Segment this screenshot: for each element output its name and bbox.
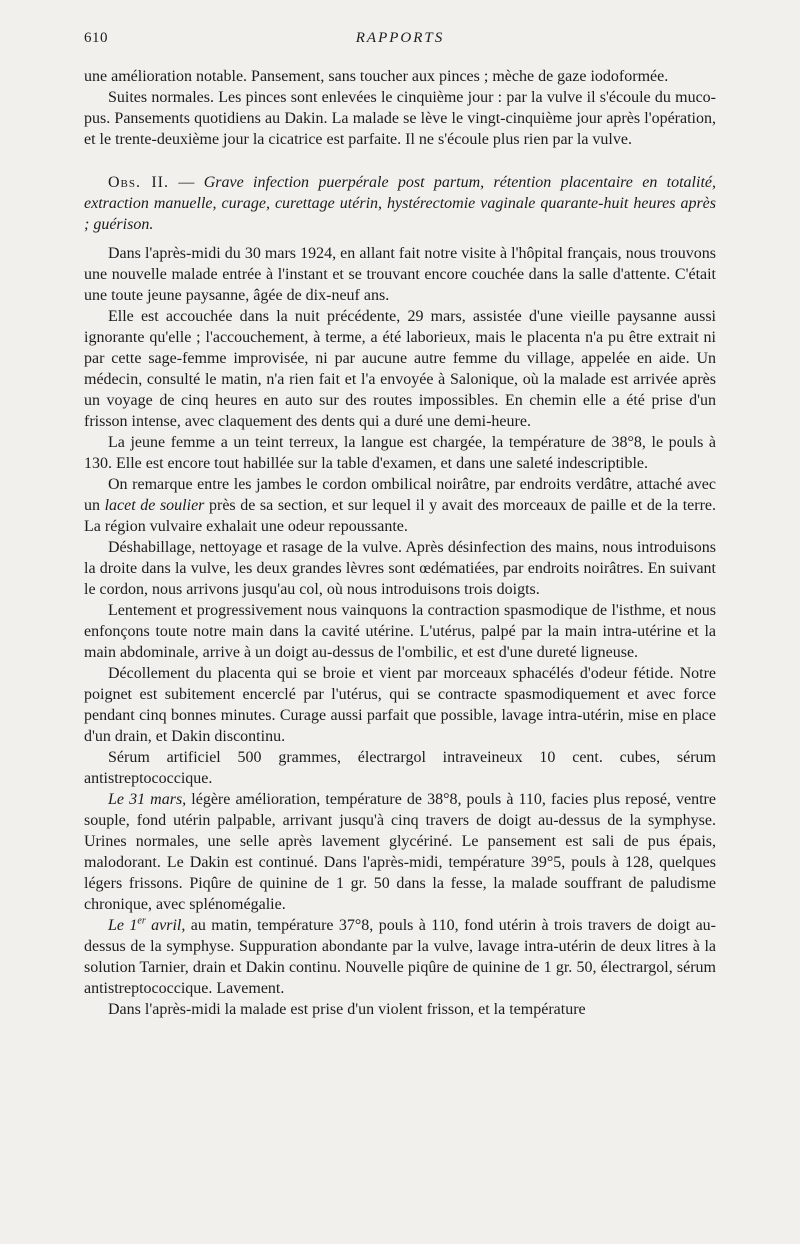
paragraph: Elle est accouchée dans la nuit précédente, 29 mars, assistée d'une vieille paysanne aussi ignorante qu'elle ; l'accouchement, à terme, a été laborieux, mais le placenta n'a pu être extrait ni par cette sage-femme improvisée, ni par aucune autre femme du village, appelée en aide. Un médecin, consulté le matin, n'a rien fait et l'a envoyée à Salonique, où la malade est arrivée après un voyage de cinq heures en auto sur des routes impossibles. En chemin elle a été prise d'un frisson intense, avec claquement des dents qui a duré une demi-heure. [84, 308, 716, 430]
date-suffix: avril, [145, 917, 186, 934]
observation-label: Obs. II. [108, 174, 170, 191]
date-prefix: Le 1 [108, 917, 138, 934]
text-run: légère amélioration, température de 38°8, pouls à 110, facies plus reposé, ventre souple, fond utérin palpable, arrivant jusqu'à cinq travers de doigt au-dessus de la symphyse. Urines normales, une selle après lavement glycériné. Le pansement est sali de pus épais, malodorant. Le Dakin est continué. Dans l'après-midi, température 39°5, pouls à 128, quelques légers frissons. Piqûre de quinine de 1 gr. 50 dans la fesse, la malade souffrant de paludisme chronique, avec splénomégalie. [84, 791, 716, 913]
observation-dash: — [169, 174, 204, 191]
paragraph: La jeune femme a un teint terreux, la langue est chargée, la température de 38°8, le pouls à 130. Elle est encore tout habillée sur la table d'examen, et dans une saleté indescriptible. [84, 434, 716, 472]
paragraph: une amélioration notable. Pansement, sans toucher aux pinces ; mèche de gaze iodoformée. [84, 68, 669, 85]
observation-title: Grave infection puerpérale post partum, rétention placentaire en totalité, extraction manuelle, curage, curettage utérin, hystérectomie vaginale quarante-huit heures après ; guérison. [84, 174, 716, 233]
date-superscript: er [137, 915, 146, 927]
observation-heading [84, 172, 716, 235]
paragraph: Sérum artificiel 500 grammes, électrargol intraveineux 10 cent. cubes, sérum antistreptococcique. [84, 749, 716, 787]
paragraph-last-line: Dans l'après-midi la malade est prise d'un violent frisson, et la température [108, 1001, 586, 1018]
italic-run: lacet de soulier [104, 497, 205, 514]
paragraph-cordon [84, 474, 716, 537]
paragraph-day-31 [84, 789, 716, 915]
text-run: près de sa section, et sur lequel il y avait des morceaux de paille et de la terre. La région vulvaire exhalait une odeur repoussante. [84, 497, 717, 535]
paragraph: Déshabillage, nettoyage et rasage de la vulve. Après désinfection des mains, nous introduisons la droite dans la vulve, les deux grandes lèvres sont œdématiées, par endroits noirâtres. En suivant le cordon, nous arrivons jusqu'au col, où nous introduisons trois doigts. [84, 539, 716, 598]
page-header [84, 30, 716, 52]
text-run: au matin, température 37°8, pouls à 110, fond utérin à trois travers de doigt au-dessus de la symphyse. Suppuration abondante par la vulve, lavage intra-utérin de deux litres à la solution Tarnier, drain et Dakin continu. Nouvelle piqûre de quinine de 1 gr. 50, électrargol, sérum antistreptococcique. Lavement. [84, 917, 717, 997]
page-number: 610 [84, 30, 108, 46]
running-head: RAPPORTS [355, 30, 445, 46]
paragraph: Décollement du placenta qui se broie et vient par morceaux sphacélés d'odeur fétide. Notre poignet est subitement encerclé par l'utérus, qui se contracte spasmodiquement et avec force pendant cinq bonnes minutes. Curage aussi parfait que possible, lavage intra-utérin, mise en place d'un drain, et Dakin discontinu. [84, 665, 716, 745]
date-run: Le 31 mars, [108, 791, 187, 808]
paragraph: Dans l'après-midi du 30 mars 1924, en allant fait notre visite à l'hôpital français, nous trouvons une nouvelle malade entrée à l'instant et se trouvant encore couchée dans la salle d'attente. C'était une toute jeune paysanne, âgée de dix-neuf ans. [84, 245, 716, 304]
paragraph: Suites normales. Les pinces sont enlevées le cinquième jour : par la vulve il s'écoule du muco-pus. Pansements quotidiens au Dakin. La malade se lève le vingt-cinquième jour après l'opération, et le trente-deuxième jour la cicatrice est parfaite. Il ne s'écoule plus rien par la vulve. [84, 89, 716, 148]
date-run [108, 917, 185, 934]
article-body [84, 66, 716, 1020]
text-run: On remarque entre les jambes le cordon ombilical noirâtre, par endroits verdâtre, attaché avec un [84, 476, 716, 514]
paragraph-day-1 [84, 915, 716, 999]
paragraph: Lentement et progressivement nous vainquons la contraction spasmodique de l'isthme, et nous enfonçons toute notre main dans la cavité utérine. L'utérus, palpé par la main intra-utérine et la main abdominale, arrive à un doigt au-dessus de l'ombilic, et est d'une dureté ligneuse. [84, 602, 716, 661]
